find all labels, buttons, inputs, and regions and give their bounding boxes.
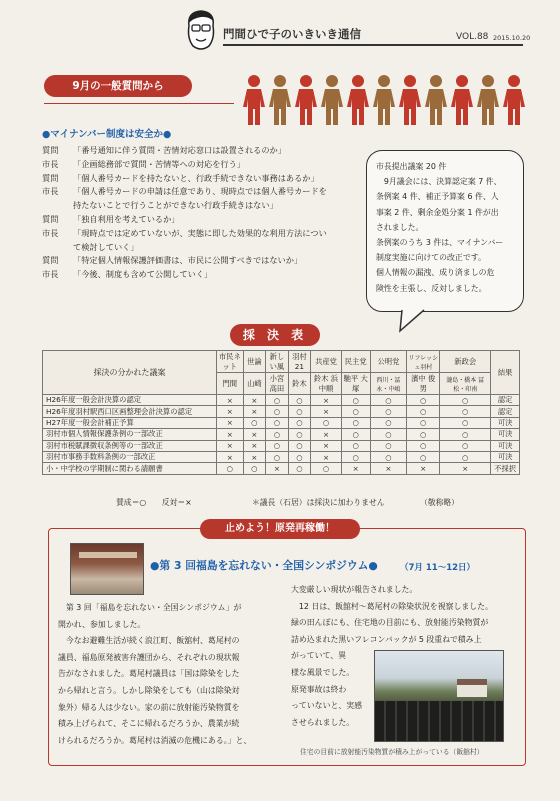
table-row xyxy=(43,406,520,417)
vote-cell: × xyxy=(217,417,244,428)
vote-cell: ○ xyxy=(266,440,289,451)
vote-cell: ○ xyxy=(440,451,491,462)
bubble-line: 事案 2 件、剰余金処分案 1 件が出 xyxy=(376,207,499,217)
vote-cell: ○ xyxy=(266,417,289,428)
vote-cell: ○ xyxy=(370,451,407,462)
article-line: けられるだろうか。葛尾村は消滅の危機にある。」と、 xyxy=(58,735,252,745)
vote-cell: ○ xyxy=(266,406,289,417)
article-line: 様な風景でした。 xyxy=(291,667,355,677)
result-cell: 可決 xyxy=(491,417,520,428)
speaker-note: ＊議長（石居）は採決に加わりません xyxy=(252,498,385,507)
article-line: 開かれ、参加しました。 xyxy=(58,619,146,629)
party-header: 新政会 xyxy=(440,351,491,373)
article-line: 告がなされました。葛尾村議員は「国は除染をした xyxy=(58,669,240,679)
qa-row: 市長 「今後、制度も含めて公開していく」 xyxy=(42,269,213,280)
vote-cell: ○ xyxy=(440,440,491,451)
symposium-headline: ●第 3 回福島を忘れない・全国シンポジウム● xyxy=(150,559,378,572)
person-figure-icon xyxy=(269,74,291,126)
bubble-line: 条例案 4 件、補正予算案 6 件、人 xyxy=(376,192,499,202)
person-figure-icon xyxy=(321,74,343,126)
masthead-rule xyxy=(223,44,523,46)
qa-row: 市長 「現時点では定めていないが、実態に即した効果的な利用方法につい xyxy=(42,227,327,238)
vote-cell: × xyxy=(266,463,289,474)
qa-row: 質問 「番号通知に伴う質問・苦情対応窓口は設置されるのか」 xyxy=(42,145,286,155)
vote-cell: × xyxy=(311,429,342,440)
result-cell: 可決 xyxy=(491,429,520,440)
article-line: っていないと、実感 xyxy=(291,701,363,711)
qa-row: 質問 「個人番号カードを持たないと、行政手続できない事務はあるか」 xyxy=(42,172,319,183)
symposium-banner-decoration xyxy=(79,552,137,558)
member-header: 馳平 大塚 xyxy=(341,373,370,395)
photo-bags-decoration xyxy=(375,701,504,742)
member-header: 鈴木 浜中順 xyxy=(311,373,342,395)
result-header: 結果 xyxy=(491,351,520,395)
vote-cell: ○ xyxy=(266,395,289,406)
vote-cell: ○ xyxy=(440,429,491,440)
vote-cell: ○ xyxy=(311,417,342,428)
article-line: 原発事故は終わ xyxy=(291,684,347,694)
bubble-line: 条例案のうち 3 件は、マイナンバー xyxy=(376,238,504,248)
vote-cell: ○ xyxy=(407,440,440,451)
article-line: 象外）帰る人は少ない。家の前に放射能汚染物質を xyxy=(58,702,240,712)
bubble-line: されました。 xyxy=(376,222,424,232)
article-line: させられました。 xyxy=(291,717,355,727)
result-cell: 可決 xyxy=(491,440,520,451)
vote-cell: ○ xyxy=(407,395,440,406)
vote-cell: ○ xyxy=(288,463,311,474)
vote-cell: × xyxy=(217,429,244,440)
vote-cell: × xyxy=(243,429,266,440)
person-figure-icon xyxy=(347,74,369,126)
photo-house-decoration xyxy=(457,679,487,697)
vote-cell: × xyxy=(311,395,342,406)
article-line: 積み上げられて、そこに帰れるだろうか、農業が続 xyxy=(58,719,240,729)
party-header: 世論 xyxy=(243,351,266,373)
article-line: がっていて、異 xyxy=(291,651,347,661)
symposium-dates: （7月 11〜12日） xyxy=(400,563,476,573)
table-row xyxy=(43,429,520,440)
table-row xyxy=(43,463,520,474)
vote-cell: ○ xyxy=(341,440,370,451)
member-header: 鈴木 xyxy=(288,373,311,395)
qa-row: 質問 「独自利用を考えているか」 xyxy=(42,213,180,224)
article-line: 大変厳しい現状が報告されました。 xyxy=(291,585,418,594)
result-cell: 認定 xyxy=(491,406,520,417)
vote-cell: ○ xyxy=(288,440,311,451)
person-figure-icon xyxy=(295,74,317,126)
vote-cell: ○ xyxy=(288,429,311,440)
masthead xyxy=(0,0,560,58)
decontamination-photo xyxy=(374,650,504,742)
bubble-tail xyxy=(398,309,428,333)
pill-underline xyxy=(44,103,234,104)
vote-legend: 賛成＝○ 反対＝× xyxy=(116,498,192,507)
vote-cell: × xyxy=(311,440,342,451)
vote-cell: × xyxy=(243,395,266,406)
vote-cell: ○ xyxy=(288,406,311,417)
vote-cell: ○ xyxy=(370,395,407,406)
qa-list xyxy=(42,144,372,282)
article-line: から帰れと言う。しかし除染をしても（山は除染対 xyxy=(58,685,240,695)
person-figure-icon xyxy=(373,74,395,126)
vote-cell: ○ xyxy=(243,417,266,428)
article-left-column xyxy=(58,600,284,749)
party-header: 民主党 xyxy=(341,351,370,373)
article-line: 第 3 回「福島を忘れない・全国シンポジウム」が xyxy=(58,603,242,612)
member-header: 山崎 xyxy=(243,373,266,395)
person-figure-icon xyxy=(477,74,499,126)
member-header: 西川・冨永・中嶋 xyxy=(370,373,407,395)
vote-cell: ○ xyxy=(370,406,407,417)
member-header: 濱中 俊男 xyxy=(407,373,440,395)
bill-name: 羽村市税賦課徴収条例等の一部改正 xyxy=(43,440,217,451)
newsletter-title: 門間ひで子のいきいき通信 xyxy=(223,27,361,41)
qa-row: 質問 「特定個人情報保護評価書は、市民に公開すべきではないか」 xyxy=(42,255,303,266)
vote-cell: ○ xyxy=(341,395,370,406)
qa-row: 持たないことで行うことができない行政手続きはない」 xyxy=(73,200,278,211)
vote-table xyxy=(42,350,520,475)
issue-date: 2015.10.20 xyxy=(493,34,531,42)
bill-name: H26年度羽村駅西口区画整理会計決算の認定 xyxy=(43,406,217,417)
vote-cell: × xyxy=(217,395,244,406)
vote-cell: × xyxy=(243,440,266,451)
vote-cell: ○ xyxy=(407,429,440,440)
section-heading-september-questions: 9月の一般質問から xyxy=(44,75,192,97)
vote-cell: × xyxy=(370,463,407,474)
vote-cell: ○ xyxy=(341,451,370,462)
vote-cell: ○ xyxy=(440,417,491,428)
bill-name: 羽村市事務手数料条例の一部改正 xyxy=(43,451,217,462)
speech-bubble xyxy=(366,150,524,312)
volume-number: VOL.88 xyxy=(456,32,489,42)
vote-cell: ○ xyxy=(341,406,370,417)
vote-cell: ○ xyxy=(341,429,370,440)
photo-caption: 住宅の目前に放射能汚染物質が積み上がっている（飯舘村） xyxy=(300,748,484,756)
bubble-line: 制度実施に向けての改正です。 xyxy=(376,253,486,263)
author-caricature-icon xyxy=(183,8,219,54)
vote-cell: ○ xyxy=(288,451,311,462)
vote-cell: × xyxy=(243,451,266,462)
vote-cell: × xyxy=(407,463,440,474)
table-header-row xyxy=(43,351,520,373)
vote-cell: × xyxy=(440,463,491,474)
table-row xyxy=(43,395,520,406)
bill-name: 小・中学校の学期制に関わる請願書 xyxy=(43,463,217,474)
vote-cell: ○ xyxy=(440,406,491,417)
qa-row: て検討していく」 xyxy=(73,241,139,252)
vote-cell: × xyxy=(311,406,342,417)
article-line: 緑の田んぼにも、住宅地の目前にも、放射能汚染物質が xyxy=(291,618,489,628)
person-figure-icon xyxy=(503,74,525,126)
vote-cell: ○ xyxy=(341,417,370,428)
article-line: 議員、福島原発被害弁護団から、それぞれの現状報 xyxy=(58,652,240,662)
vote-cell: ○ xyxy=(311,463,342,474)
vote-table-title: 採 決 表 xyxy=(230,324,320,346)
table-row xyxy=(43,451,520,462)
vote-cell: × xyxy=(217,451,244,462)
article-line: 12 日は、飯舘村〜葛尾村の除染状況を視察しました。 xyxy=(291,601,493,611)
vote-cell: ○ xyxy=(440,395,491,406)
bill-name: H27年度一般会計補正予算 xyxy=(43,417,217,428)
party-header: 羽村21 xyxy=(288,351,311,373)
table-row xyxy=(43,440,520,451)
person-figure-icon xyxy=(425,74,447,126)
member-header: 小宮 高田 xyxy=(266,373,289,395)
vote-cell: × xyxy=(217,440,244,451)
bubble-line: 個人情報の漏洩、成り済ましの危 xyxy=(376,268,495,278)
nuclear-banner: 止めよう！原発再稼働！ xyxy=(200,519,360,539)
qa-row: 市長 「個人番号カードの申請は任意であり、現時点では個人番号カードを xyxy=(42,186,327,197)
vote-cell: ○ xyxy=(266,451,289,462)
member-header: 門間 xyxy=(217,373,244,395)
vote-cell: × xyxy=(311,451,342,462)
vote-cell: ○ xyxy=(407,451,440,462)
person-figure-icon xyxy=(399,74,421,126)
bubble-line: 市長提出議案 20 件 xyxy=(376,162,447,171)
bubble-line: 険性を主張し、反対しました。 xyxy=(376,283,487,293)
vote-cell: × xyxy=(341,463,370,474)
vote-cell: × xyxy=(217,406,244,417)
vote-cell: ○ xyxy=(370,440,407,451)
member-header: 瀧島・橋本 冨松・印南 xyxy=(440,373,491,395)
article-line: 詰め込まれた黒いフレコンバックが 5 段重ねで積み上 xyxy=(291,634,482,644)
party-header: 市民ネット xyxy=(217,351,244,373)
bubble-line: 9月議会には、決算認定案 7 件、 xyxy=(376,177,502,187)
result-cell: 可決 xyxy=(491,451,520,462)
vote-cell: ○ xyxy=(288,417,311,428)
bill-header: 採決の分かれた議案 xyxy=(43,351,217,395)
vote-cell: ○ xyxy=(288,395,311,406)
bill-name: H26年度一般会計決算の認定 xyxy=(43,395,217,406)
vote-cell: ○ xyxy=(407,417,440,428)
vote-cell: × xyxy=(243,406,266,417)
party-header: 新しい風 xyxy=(266,351,289,373)
party-header: 共産党 xyxy=(311,351,342,373)
article-line: 今なお避難生活が続く浪江町、飯舘村、葛尾村の xyxy=(58,636,240,646)
honorific-note: （敬称略） xyxy=(420,498,459,507)
person-figure-icon xyxy=(451,74,473,126)
symposium-photo xyxy=(70,543,144,595)
vote-cell: ○ xyxy=(370,429,407,440)
vote-cell: ○ xyxy=(370,417,407,428)
table-row xyxy=(43,417,520,428)
party-header: リフレッシュ羽村 xyxy=(407,351,440,373)
party-header: 公明党 xyxy=(370,351,407,373)
bill-name: 羽村市個人情報保護条例の一部改正 xyxy=(43,429,217,440)
topic-heading: ●マイナンバー制度は安全か● xyxy=(42,129,172,140)
qa-row: 市長 「企画総務部で質問・苦情等への対応を行う」 xyxy=(42,158,245,169)
result-cell: 認定 xyxy=(491,395,520,406)
result-cell: 不採択 xyxy=(491,463,520,474)
person-figure-icon xyxy=(243,74,265,126)
vote-cell: ○ xyxy=(407,406,440,417)
vote-cell: ○ xyxy=(217,463,244,474)
vote-cell: ○ xyxy=(243,463,266,474)
vote-cell: ○ xyxy=(266,429,289,440)
